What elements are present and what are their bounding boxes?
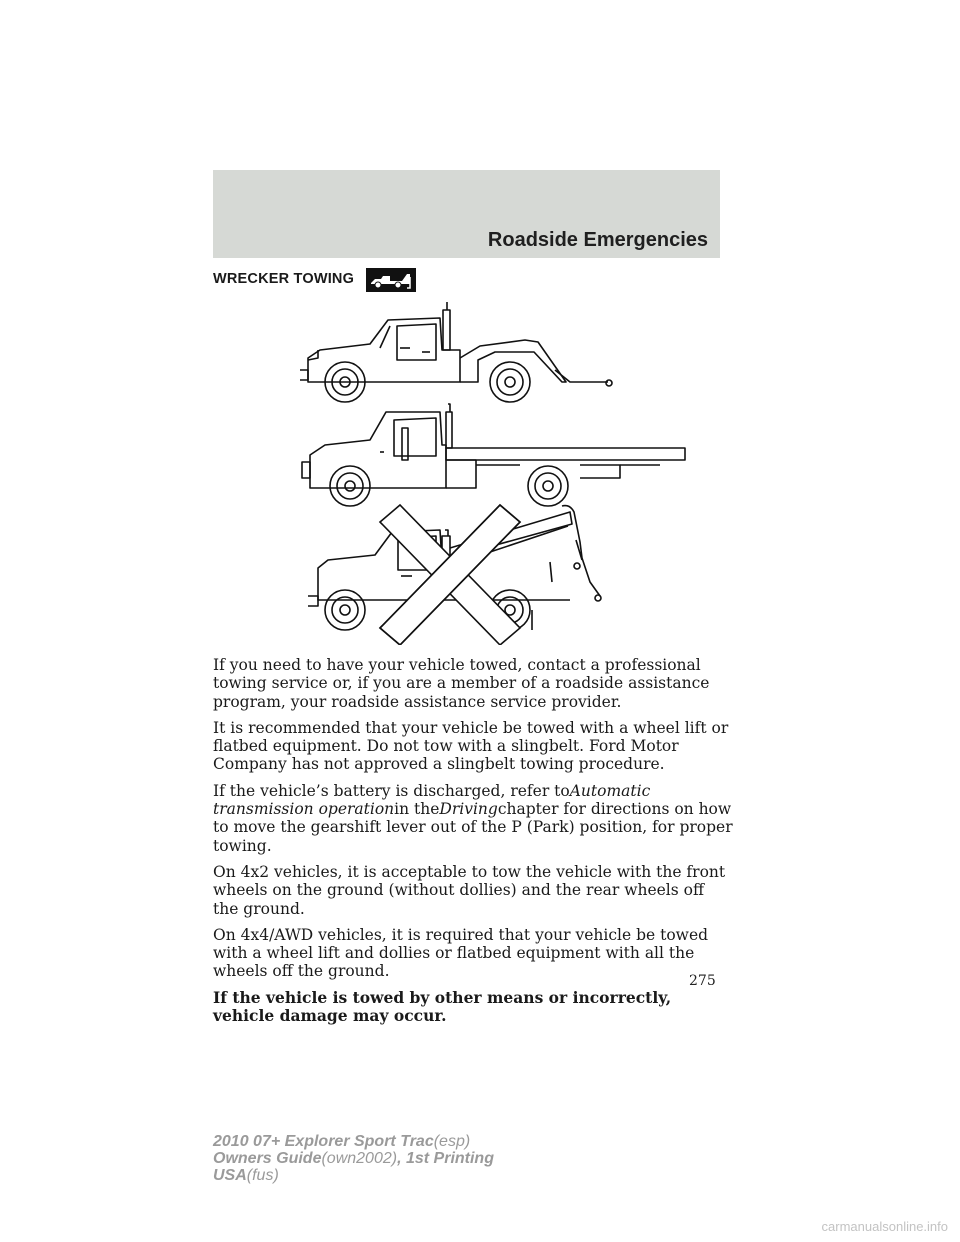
page-number: 275 [689, 973, 716, 989]
footer-guide-code: (own2002) [321, 1150, 398, 1167]
paragraph-4x4: On 4x4/AWD vehicles, it is required that your vehicle be towed with a wheel lift and dollies or flatbed equipment with all the wheels off the ground. [213, 925, 709, 981]
header-band [213, 170, 720, 258]
battery-text-end: chapter for directions on how to move the gearshift lever out of the P (Park) position, for proper towing. [213, 800, 733, 855]
footer-model: 2010 07+ Explorer Sport Trac [213, 1133, 434, 1150]
footer-region: USA [213, 1167, 247, 1184]
footer-model-code: (esp) [433, 1133, 471, 1150]
paragraph-professional-towing: If you need to have your vehicle towed, contact a professional towing service or, if you are a member of a roadside assistance program, your roadside assistance service provider. [213, 656, 710, 711]
footer-guide: Owners Guide [213, 1150, 322, 1167]
section-title: WRECKER TOWING [213, 271, 355, 287]
battery-text-start: If the vehicle’s battery is discharged, refer to [213, 781, 570, 800]
paragraph-wheel-lift: It is recommended that your vehicle be towed with a wheel lift or flatbed equipment. Do not tow with a slingbelt. Ford Motor Company has not approved a slingbelt towing procedure. [213, 718, 729, 774]
wheel-lift-truck [300, 302, 612, 402]
paragraph-battery [213, 782, 733, 855]
tow-truck-icon [366, 268, 416, 292]
link-driving-chapter: Driving [439, 800, 498, 819]
flatbed-truck [302, 404, 685, 506]
link-automatic-transmission: Automatic transmission operation [213, 781, 651, 819]
body-text [213, 656, 733, 1033]
footer-printing: , 1st Printing [397, 1150, 494, 1167]
battery-text-mid: in the [394, 800, 440, 819]
footer [213, 1133, 494, 1184]
footer-region-code: (fus) [246, 1167, 279, 1184]
paragraph-damage-warning: If the vehicle is towed by other means or incorrectly, vehicle damage may occur. [213, 987, 672, 1026]
page-header-title: Roadside Emergencies [487, 229, 708, 251]
paragraph-4x2: On 4x2 vehicles, it is acceptable to tow the vehicle with the front wheels on the ground (without dollies) and the rear wheels off the ground. [213, 862, 726, 918]
towing-illustration [300, 300, 700, 645]
prohibited-x-mark [380, 505, 520, 645]
watermark: carmanualsonline.info [821, 1219, 948, 1234]
